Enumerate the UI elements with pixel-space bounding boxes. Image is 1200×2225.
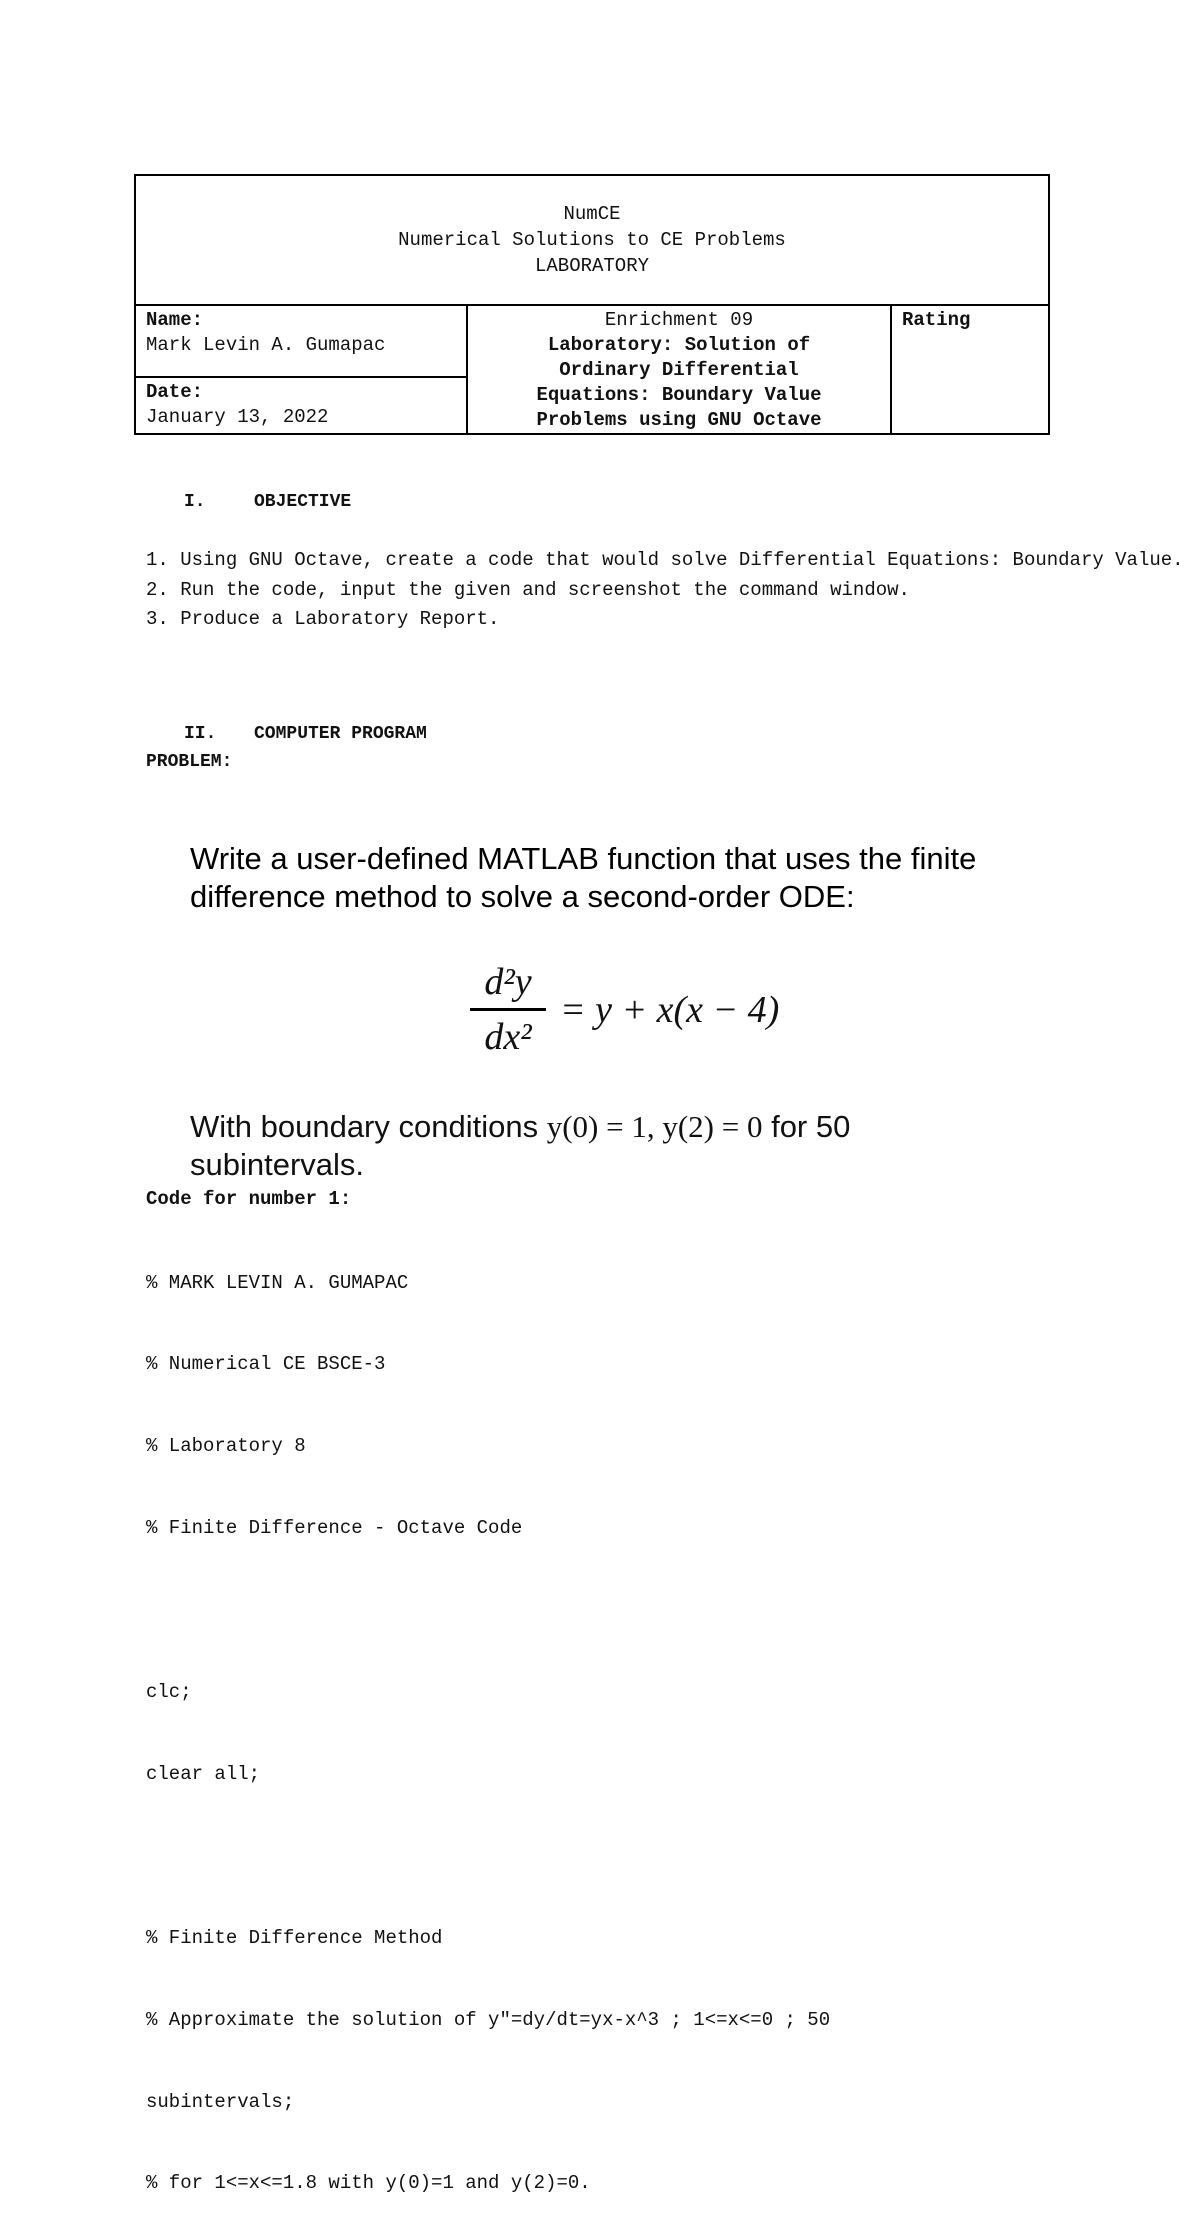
cond-prefix: With boundary conditions [190, 1109, 547, 1144]
fraction-numerator: d²y [484, 961, 532, 1003]
activity-label: Enrichment 09 [604, 309, 754, 331]
code-line: % Laboratory 8 [146, 1435, 306, 1458]
date-cell [136, 378, 466, 432]
objective-item: 2. Run the code, input the given and screenshot the command window. [146, 578, 910, 601]
problem-line: Write a user-defined MATLAB function that uses the finite [190, 841, 977, 876]
code-line [146, 1843, 1186, 1870]
section-title: COMPUTER PROGRAM [254, 724, 427, 744]
date-label: Date: [146, 381, 204, 403]
objective-heading [184, 492, 351, 512]
date-value: January 13, 2022 [146, 406, 329, 428]
objective-item: 3. Produce a Laboratory Report. [146, 608, 500, 630]
problem-line: difference method to solve a second-order ODE: [190, 879, 855, 914]
code-line: % Finite Difference Method [146, 1926, 443, 1949]
course-code: NumCE [563, 203, 621, 225]
code-label: Code for number 1: [146, 1188, 352, 1210]
lab-title-line: Laboratory: Solution of [547, 334, 811, 356]
name-label: Name: [146, 309, 204, 331]
code-line: % Numerical CE BSCE-3 [146, 1353, 386, 1376]
course-title: Numerical Solutions to CE Problems [398, 229, 786, 251]
course-type: LABORATORY [534, 255, 650, 277]
rating-cell [892, 306, 1048, 433]
cond-line2: subintervals. [190, 1147, 365, 1182]
code-line [146, 1597, 1186, 1624]
cond-suffix: for 50 [762, 1109, 851, 1144]
name-cell [136, 306, 466, 378]
code-line: % Approximate the solution of y"=dy/dt=yx-x^3 ; 1<=x<=0 ; 50 [146, 2008, 831, 2031]
name-value: Mark Levin A. Gumapac [146, 334, 386, 356]
lab-title-line: Equations: Boundary Value [536, 384, 822, 406]
activity-cell [468, 306, 892, 433]
code-block [146, 1215, 1186, 2225]
code-line: clear all; [146, 1762, 261, 1785]
fraction-denominator: dx² [484, 1016, 532, 1058]
section-number: II. [184, 724, 217, 744]
boundary-conditions [190, 1108, 1090, 1184]
derivative-fraction [470, 960, 546, 1059]
header-table [134, 174, 1050, 435]
code-line: clc; [146, 1681, 192, 1704]
objective-item: 1. Using GNU Octave, create a code that would solve Differential Equations: Boundary Value. [146, 549, 1184, 571]
rating-label: Rating [902, 309, 971, 331]
program-heading [184, 724, 427, 744]
section-title: OBJECTIVE [254, 492, 352, 512]
code-line: % for 1<=x<=1.8 with y(0)=1 and y(2)=0. [146, 2172, 591, 2195]
code-line: subintervals; [146, 2090, 295, 2113]
course-heading [136, 176, 1048, 306]
equation-rhs: = y + x(x − 4) [560, 989, 780, 1031]
code-line: % Finite Difference - Octave Code [146, 1517, 523, 1540]
problem-statement [190, 840, 1070, 916]
fraction-bar [470, 1008, 546, 1011]
ode-equation [460, 960, 800, 1070]
code-line: % MARK LEVIN A. GUMAPAC [146, 1271, 409, 1294]
lab-title-line: Ordinary Differential [559, 359, 799, 381]
problem-label: PROBLEM: [146, 752, 233, 772]
section-number: I. [184, 492, 206, 512]
lab-title-line: Problems using GNU Octave [536, 409, 822, 431]
objective-list [146, 546, 1186, 635]
cond-math: y(0) = 1, y(2) = 0 [546, 1109, 763, 1144]
